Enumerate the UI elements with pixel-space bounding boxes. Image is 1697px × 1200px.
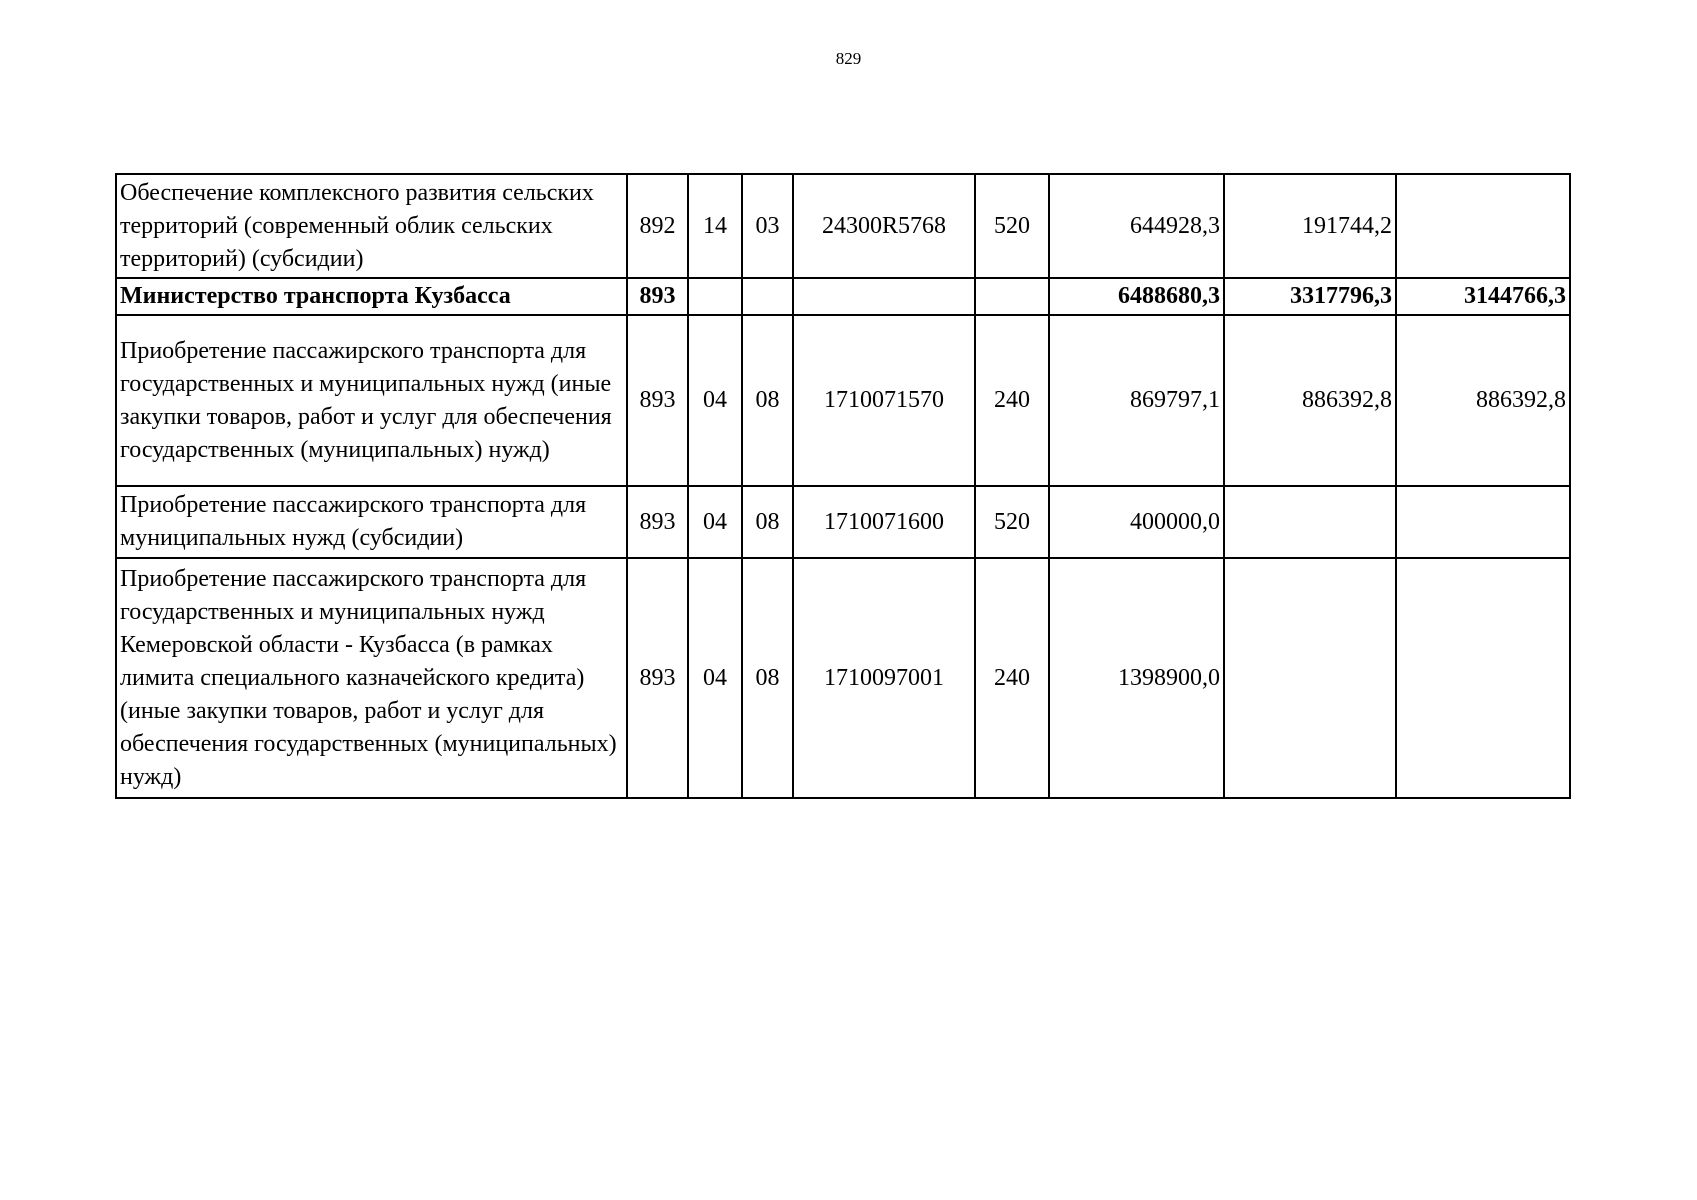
row-sum-year-2: 3317796,3 (1224, 278, 1396, 315)
table-row (116, 315, 1570, 486)
row-ved-code: 893 (627, 278, 688, 315)
row-target-article-code: 1710071570 (793, 315, 975, 486)
row-subsection-code: 08 (742, 486, 793, 558)
row-section-code (688, 278, 742, 315)
row-target-article-code: 1710071600 (793, 486, 975, 558)
row-subsection-code: 08 (742, 315, 793, 486)
row-sum-year-1: 1398900,0 (1049, 558, 1224, 798)
row-sum-year-3 (1396, 486, 1570, 558)
table-row (116, 278, 1570, 315)
row-section-code: 04 (688, 315, 742, 486)
row-sum-year-1: 644928,3 (1049, 174, 1224, 278)
row-sum-year-2 (1224, 558, 1396, 798)
row-ved-code: 893 (627, 558, 688, 798)
row-section-code: 14 (688, 174, 742, 278)
row-sum-year-2: 191744,2 (1224, 174, 1396, 278)
row-ved-code: 893 (627, 486, 688, 558)
row-expense-type-code: 520 (975, 174, 1049, 278)
row-sum-year-2: 886392,8 (1224, 315, 1396, 486)
table-row (116, 486, 1570, 558)
row-expense-type-code (975, 278, 1049, 315)
budget-table (115, 173, 1571, 799)
row-target-article-code: 24300R5768 (793, 174, 975, 278)
row-expense-type-code: 240 (975, 558, 1049, 798)
row-target-article-code: 1710097001 (793, 558, 975, 798)
row-section-code: 04 (688, 486, 742, 558)
row-sum-year-1: 869797,1 (1049, 315, 1224, 486)
row-ved-code: 892 (627, 174, 688, 278)
row-sum-year-3 (1396, 174, 1570, 278)
row-sum-year-3: 3144766,3 (1396, 278, 1570, 315)
row-subsection-code (742, 278, 793, 315)
table-row (116, 174, 1570, 278)
row-description: Приобретение пассажирского транспорта для государственных и муниципальных нужд Кемеровской области - Кузбасса (в рамках лимита специального казначейского кредита) (иные закупки товаров, работ и услуг для обеспечения государственных (муниципальных) нужд) (116, 558, 627, 798)
row-sum-year-1: 6488680,3 (1049, 278, 1224, 315)
page-number: 829 (835, 49, 862, 68)
row-expense-type-code: 240 (975, 315, 1049, 486)
row-target-article-code (793, 278, 975, 315)
row-subsection-code: 08 (742, 558, 793, 798)
table-row (116, 558, 1570, 798)
row-expense-type-code: 520 (975, 486, 1049, 558)
row-sum-year-3: 886392,8 (1396, 315, 1570, 486)
row-section-code: 04 (688, 558, 742, 798)
row-sum-year-2 (1224, 486, 1396, 558)
row-sum-year-3 (1396, 558, 1570, 798)
row-description: Обеспечение комплексного развития сельских территорий (современный облик сельских территорий) (субсидии) (116, 174, 627, 278)
row-description: Приобретение пассажирского транспорта для муниципальных нужд (субсидии) (116, 486, 627, 558)
row-ved-code: 893 (627, 315, 688, 486)
row-subsection-code: 03 (742, 174, 793, 278)
row-description: Приобретение пассажирского транспорта для государственных и муниципальных нужд (иные закупки товаров, работ и услуг для обеспечения государственных (муниципальных) нужд) (116, 315, 627, 486)
row-description: Министерство транспорта Кузбасса (116, 278, 627, 315)
row-sum-year-1: 400000,0 (1049, 486, 1224, 558)
